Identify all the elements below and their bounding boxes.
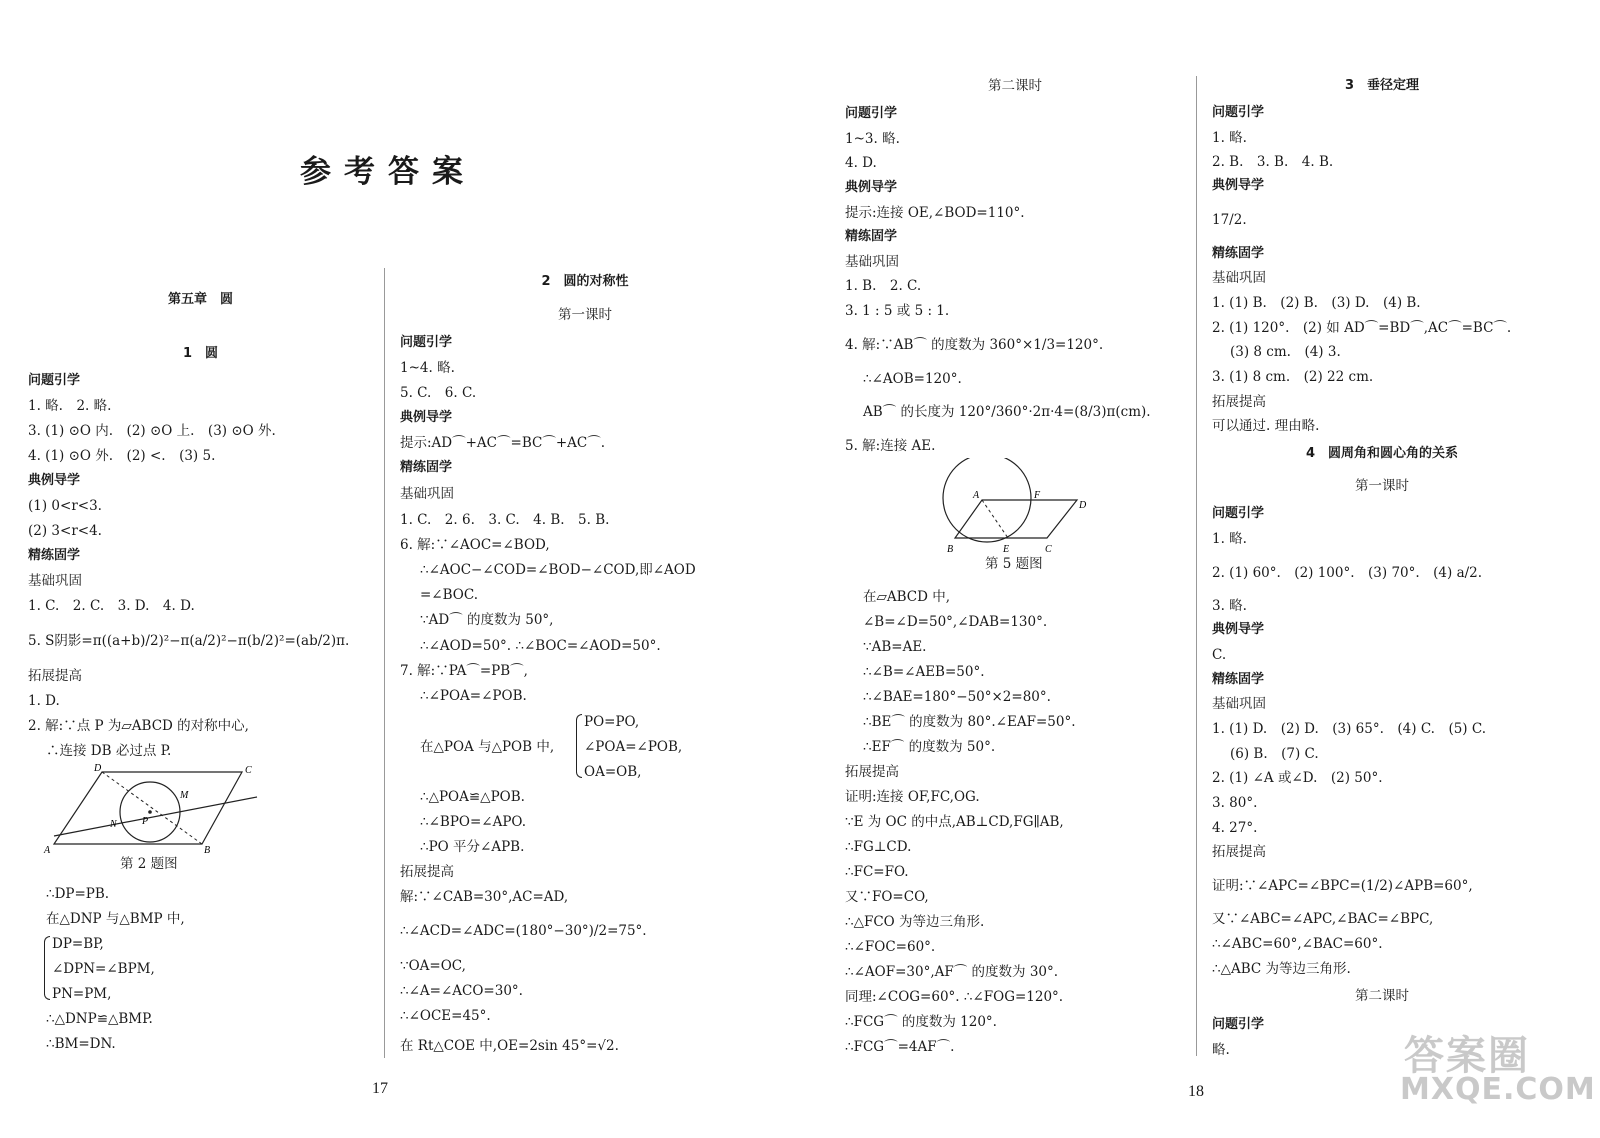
lesson-heading: 第一课时 <box>558 307 612 323</box>
figure-caption: 第 2 题图 <box>120 856 178 872</box>
answer-line: 4. D. <box>845 155 877 171</box>
answer-line: 在△POA 与△POB 中, <box>420 739 555 755</box>
fig-label-e: E <box>1003 544 1010 555</box>
answer-line: 3. (1) 8 cm. (2) 22 cm. <box>1212 369 1374 385</box>
answer-line: ∴∠POA=∠POB. <box>420 688 527 704</box>
fig-label-b: B <box>947 544 954 555</box>
page-number: 17 <box>372 1080 388 1097</box>
answer-line: 1. D. <box>28 693 60 709</box>
answer-line: ∴∠AOC−∠COD=∠BOD−∠COD,即∠AOD <box>420 562 696 578</box>
answer-line: ∴FCG⌒=4AF⌒. <box>845 1039 955 1055</box>
subheading: 基础巩固 <box>28 573 82 589</box>
answer-line: 略. <box>1212 1042 1230 1058</box>
subheading: 拓展提高 <box>1212 394 1266 410</box>
answer-line: 在△DNP 与△BMP 中, <box>46 911 185 927</box>
answer-line: ∴△ABC 为等边三角形. <box>1212 961 1351 977</box>
heading-label: 精练固学 <box>1212 672 1265 687</box>
section-heading: 1 圆 <box>182 346 219 361</box>
answer-line: ∴△FCO 为等边三角形. <box>845 914 985 930</box>
answer-line: ∴∠AOF=30°,AF⌒ 的度数为 30°. <box>845 964 1059 980</box>
answer-line: 在 Rt△COE 中,OE=2sin 45°=√2. <box>400 1038 619 1054</box>
heading-label: 典例导学 <box>28 473 81 488</box>
answer-line: 同理:∠COG=60°. ∴∠FOG=120°. <box>845 989 1064 1005</box>
answer-line: 提示:连接 OE,∠BOD=110°. <box>845 205 1025 221</box>
answer-line: 1. C. 2. 6. 3. C. 4. B. 5. B. <box>400 512 610 528</box>
fig-label-p: P <box>142 816 149 827</box>
brace <box>44 936 50 1000</box>
fig-label-a: A <box>973 490 980 501</box>
answer-line: (1) 0<r<3. <box>28 498 102 514</box>
answer-line: ∴∠BPO=∠APO. <box>420 814 526 830</box>
answer-line: ∴∠FOC=60°. <box>845 939 936 955</box>
subheading: 基础巩固 <box>400 486 454 502</box>
answer-line: ∵OA=OC, <box>400 958 466 974</box>
answer-line: ∴FC=FO. <box>845 864 909 880</box>
answer-line: 2. (1) 60°. (2) 100°. (3) 70°. (4) a/2. <box>1212 565 1483 581</box>
answer-line: ∴∠BAE=180°−50°×2=80°. <box>863 689 1051 705</box>
heading-label: 问题引学 <box>1212 1017 1265 1032</box>
answer-line: ∴FCG⌒ 的度数为 120°. <box>845 1014 997 1030</box>
heading-label: 问题引学 <box>28 373 81 388</box>
heading-label: 典例导学 <box>400 410 453 425</box>
figure-2-diagram <box>42 764 292 854</box>
heading-label: 问题引学 <box>400 335 453 350</box>
answer-line: PO=PO, <box>584 714 640 730</box>
section-heading: 2 圆的对称性 <box>541 274 629 289</box>
fig-label-d: D <box>94 764 102 774</box>
answer-line: ∵AB=AE. <box>863 639 927 655</box>
answer-line: ∴∠OCE=45°. <box>400 1008 491 1024</box>
answer-line: ∴△POA≌△POB. <box>420 789 525 805</box>
fig-label-c: C <box>245 765 252 776</box>
answer-line: 提示:AD⌒+AC⌒=BC⌒+AC⌒. <box>400 435 606 451</box>
brace <box>576 714 582 778</box>
chapter-heading: 第五章 圆 <box>167 292 233 307</box>
answer-line: ∠B=∠D=50°,∠DAB=130°. <box>863 614 1048 630</box>
answer-line: 1. 略. 2. 略. <box>28 398 112 414</box>
section-heading: 3 垂径定理 <box>1344 78 1420 93</box>
answer-line: 3. (1) ⊙O 内. (2) ⊙O 上. (3) ⊙O 外. <box>28 423 276 439</box>
heading-label: 精练固学 <box>28 548 81 563</box>
answer-line: 1. (1) D. (2) D. (3) 65°. (4) C. (5) C. <box>1212 721 1487 737</box>
column-divider <box>384 268 385 1058</box>
answer-line: ∴连接 DB 必过点 P. <box>46 743 172 759</box>
fig-label-n: N <box>110 819 117 830</box>
column-divider <box>1196 76 1197 1056</box>
answer-line: 2. (1) 120°. (2) 如 AD⌒=BD⌒,AC⌒=BC⌒. <box>1212 320 1512 336</box>
answer-line: ∴∠ACD=∠ADC=(180°−30°)/2=75°. <box>400 923 647 939</box>
watermark <box>1390 1020 1596 1115</box>
figure-5-diagram <box>937 458 1097 558</box>
answer-line: 3. 略. <box>1212 598 1247 614</box>
heading-label: 典例导学 <box>1212 178 1265 193</box>
answer-line: 4. (1) ⊙O 外. (2) <. (3) 5. <box>28 448 216 464</box>
answer-line: ∴DP=PB. <box>46 886 110 902</box>
fig-label-c: C <box>1045 544 1052 555</box>
answer-line: ∵E 为 OC 的中点,AB⊥CD,FG∥AB, <box>845 814 1064 830</box>
subheading: 拓展提高 <box>400 864 454 880</box>
answer-line: C. <box>1212 647 1227 663</box>
subheading: 拓展提高 <box>28 668 82 684</box>
answer-line: 2. B. 3. B. 4. B. <box>1212 154 1334 170</box>
answer-line: 7. 解:∵PA⌒=PB⌒, <box>400 663 528 679</box>
fig-label-f: F <box>1034 490 1041 501</box>
answer-line: 1. B. 2. C. <box>845 278 922 294</box>
heading-label: 精练固学 <box>1212 246 1265 261</box>
answer-line: ∴△DNP≌△BMP. <box>46 1011 153 1027</box>
answer-line: ∴∠AOB=120°. <box>863 371 962 387</box>
answer-line: ∴∠ABC=60°,∠BAC=60°. <box>1212 936 1383 952</box>
answer-line: 6. 解:∵∠AOC=∠BOD, <box>400 537 550 553</box>
answer-line: 3. 80°. <box>1212 795 1258 811</box>
answer-line: (3) 8 cm. (4) 3. <box>1230 344 1341 360</box>
heading-label: 典例导学 <box>1212 622 1265 637</box>
answer-line: 2. 解:∵点 P 为▱ABCD 的对称中心, <box>28 718 249 734</box>
answer-line: OA=OB, <box>584 764 642 780</box>
answer-line: 在▱ABCD 中, <box>863 589 951 605</box>
fig-label-d: D <box>1079 500 1087 511</box>
answer-line: 2. (1) ∠A 或∠D. (2) 50°. <box>1212 770 1383 786</box>
answer-line: 证明:∵∠APC=∠BPC=(1/2)∠APB=60°, <box>1212 878 1473 894</box>
answer-line: 证明:连接 OF,FC,OG. <box>845 789 980 805</box>
answer-line: =∠BOC. <box>420 587 479 603</box>
answer-line: 1. C. 2. C. 3. D. 4. D. <box>28 598 195 614</box>
answer-line: AB⌒ 的长度为 120°/360°·2π·4=(8/3)π(cm). <box>863 404 1151 420</box>
answer-line: (2) 3<r<4. <box>28 523 102 539</box>
answer-line: ∵AD⌒ 的度数为 50°, <box>420 612 554 628</box>
answer-line: PN=PM, <box>52 986 112 1002</box>
heading-label: 问题引学 <box>845 106 898 121</box>
answer-line: (6) B. (7) C. <box>1230 746 1319 762</box>
page-number: 18 <box>1188 1083 1204 1100</box>
figure-caption: 第 5 题图 <box>985 556 1043 572</box>
heading-label: 问题引学 <box>1212 105 1265 120</box>
answer-line: 4. 27°. <box>1212 820 1258 836</box>
fig-label-a: A <box>44 845 51 854</box>
page-title: 参考答案 <box>300 154 476 190</box>
answer-line: ∴∠B=∠AEB=50°. <box>863 664 985 680</box>
answer-line: 1~3. 略. <box>845 131 900 147</box>
answer-line: 1. 略. <box>1212 531 1247 547</box>
answer-line: 又∵∠ABC=∠APC,∠BAC=∠BPC, <box>1212 911 1434 927</box>
subheading: 拓展提高 <box>845 764 899 780</box>
answer-line: 可以通过. 理由略. <box>1212 418 1320 434</box>
answer-line: ∴FG⊥CD. <box>845 839 912 855</box>
subheading: 基础巩固 <box>845 254 899 270</box>
answer-line: 5. S阴影=π((a+b)/2)²−π(a/2)²−π(b/2)²=(ab/2)π. <box>28 633 350 649</box>
heading-label: 典例导学 <box>845 180 898 195</box>
answer-line: 解:∵∠CAB=30°,AC=AD, <box>400 889 569 905</box>
watermark-logo: 答案圈 <box>1404 1033 1530 1079</box>
subheading: 基础巩固 <box>1212 270 1266 286</box>
answer-line: 4. 解:∵AB⌒ 的度数为 360°×1/3=120°. <box>845 337 1104 353</box>
answer-line: 又∵FO=CO, <box>845 889 929 905</box>
subheading: 基础巩固 <box>1212 696 1266 712</box>
answer-line: 3. 1 : 5 或 5 : 1. <box>845 303 950 319</box>
section-heading: 4 圆周角和圆心角的关系 <box>1305 446 1459 461</box>
answer-line: 5. 解:连接 AE. <box>845 438 936 454</box>
answer-line: ∴BE⌒ 的度数为 80°.∠EAF=50°. <box>863 714 1076 730</box>
fig-label-b: B <box>204 845 211 854</box>
answer-line: ∠DPN=∠BPM, <box>52 961 155 977</box>
answer-line: ∴∠AOD=50°. ∴∠BOC=∠AOD=50°. <box>420 638 661 654</box>
answer-line: 1. (1) B. (2) B. (3) D. (4) B. <box>1212 295 1421 311</box>
answer-line: ∴∠A=∠ACO=30°. <box>400 983 523 999</box>
answer-line: DP=BP, <box>52 936 104 952</box>
lesson-heading: 第二课时 <box>1355 988 1409 1004</box>
answer-line: 5. C. 6. C. <box>400 385 477 401</box>
answer-line: ∴BM=DN. <box>46 1036 116 1052</box>
fig-label-m: M <box>180 790 189 801</box>
subheading: 拓展提高 <box>1212 844 1266 860</box>
heading-label: 问题引学 <box>1212 506 1265 521</box>
answer-line: ∠POA=∠POB, <box>584 739 683 755</box>
answer-line: 1. 略. <box>1212 130 1247 146</box>
heading-label: 精练固学 <box>400 460 453 475</box>
answer-line: 17/2. <box>1212 212 1247 228</box>
lesson-heading: 第一课时 <box>1355 478 1409 494</box>
watermark-site: MXQE.COM <box>1400 1072 1596 1107</box>
answer-line: 1~4. 略. <box>400 360 455 376</box>
heading-label: 精练固学 <box>845 229 898 244</box>
lesson-heading: 第二课时 <box>988 78 1042 94</box>
answer-line: ∴EF⌒ 的度数为 50°. <box>863 739 996 755</box>
answer-line: ∴PO 平分∠APB. <box>420 839 525 855</box>
